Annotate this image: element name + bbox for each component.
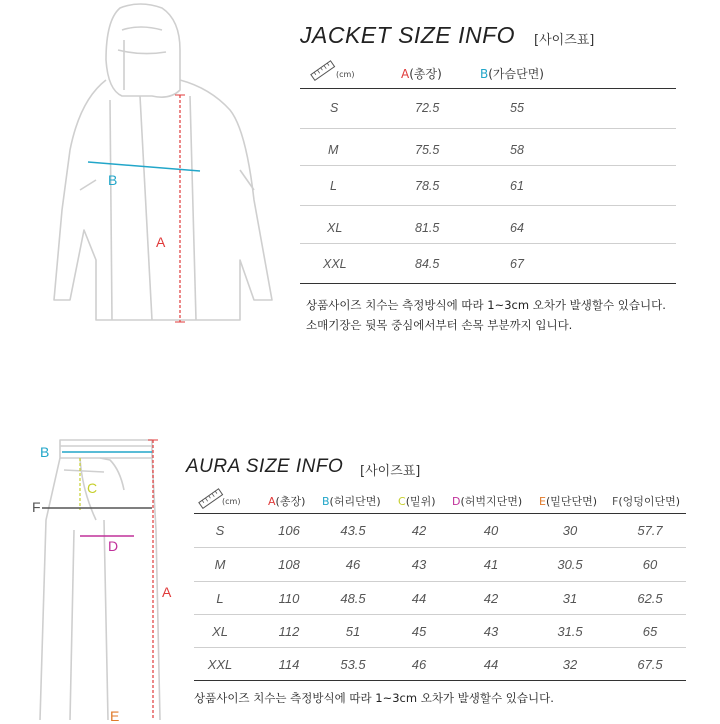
jacket-value-b: 58	[510, 143, 524, 157]
aura-note-tolerance: 상품사이즈 치수는 측정방식에 따라 1~3cm 오차가 발생할수 있습니다.	[194, 691, 554, 705]
aura-value-b: 51	[345, 624, 361, 639]
aura-header-b-label: (허리단면)	[329, 495, 381, 508]
jacket-header-a	[401, 65, 442, 82]
pants-label-f: F	[32, 499, 41, 515]
jacket-unit: (cm)	[336, 70, 355, 79]
aura-table-bottom-rule	[194, 680, 686, 681]
aura-header-e-letter: E	[539, 495, 546, 508]
jacket-size: L	[330, 179, 337, 193]
aura-value-e: 30.5	[557, 557, 583, 572]
aura-value-d: 44	[483, 657, 499, 672]
aura-value-a: 108	[278, 557, 300, 572]
aura-value-d: 41	[483, 557, 499, 572]
jacket-value-a: 84.5	[415, 257, 440, 271]
aura-value-e: 31	[562, 591, 578, 606]
jacket-subtitle: [사이즈표]	[534, 33, 595, 48]
aura-size: XXL	[207, 657, 233, 672]
aura-value-a: 106	[278, 523, 300, 538]
aura-header-f-label: (엉덩이단면)	[618, 495, 681, 508]
jacket-header-a-label: (총장)	[409, 67, 442, 81]
jacket-note-sleeve: 소매기장은 뒷목 중심에서부터 손목 부분까지 입니다.	[306, 318, 573, 332]
jacket-header-b	[480, 65, 544, 82]
aura-row-divider	[194, 647, 686, 648]
aura-value-c: 43	[411, 557, 427, 572]
aura-value-f: 65	[642, 624, 658, 639]
aura-header-f	[612, 493, 680, 509]
jacket-row-divider	[300, 165, 676, 166]
jacket-size: XL	[327, 221, 343, 235]
jacket-value-b: 55	[510, 101, 524, 115]
jacket-value-a: 72.5	[415, 101, 440, 115]
aura-table-top-rule	[194, 513, 686, 514]
pants-diagram	[0, 430, 185, 720]
pants-label-d: D	[108, 538, 119, 554]
aura-size: M	[214, 557, 226, 572]
aura-value-e: 30	[562, 523, 578, 538]
aura-header-e	[539, 493, 597, 509]
pants-label-a: A	[162, 584, 172, 600]
jacket-label-b: B	[108, 172, 118, 188]
pants-label-e: E	[110, 708, 120, 724]
aura-value-b: 46	[345, 557, 361, 572]
jacket-header-b-letter: B	[480, 67, 489, 81]
aura-header-f-letter: F	[612, 495, 619, 508]
pants-label-b: B	[40, 444, 50, 460]
aura-value-b: 43.5	[340, 523, 366, 538]
aura-value-a: 114	[278, 657, 300, 672]
aura-value-f: 62.5	[637, 591, 663, 606]
jacket-table-bottom-rule	[300, 283, 676, 284]
aura-row-divider	[194, 547, 686, 548]
jacket-header-b-label: (가슴단면)	[488, 67, 544, 81]
aura-header-c	[398, 493, 436, 509]
aura-value-d: 40	[483, 523, 499, 538]
aura-value-c: 44	[411, 591, 427, 606]
aura-size: S	[215, 523, 225, 538]
aura-header-d	[452, 493, 522, 509]
aura-unit: (cm)	[222, 497, 241, 506]
aura-value-f: 57.7	[637, 523, 663, 538]
aura-subtitle: [사이즈표]	[360, 464, 421, 479]
jacket-table-top-rule	[300, 88, 676, 89]
jacket-title: JACKET SIZE INFO	[300, 22, 516, 48]
aura-value-c: 46	[411, 657, 427, 672]
aura-value-a: 110	[278, 591, 300, 606]
aura-row-divider	[194, 581, 686, 582]
aura-header-b	[322, 493, 381, 509]
jacket-size: S	[330, 101, 339, 115]
aura-value-d: 43	[483, 624, 499, 639]
jacket-value-b: 61	[510, 179, 524, 193]
aura-value-e: 31.5	[557, 624, 583, 639]
aura-size: XL	[212, 624, 228, 639]
jacket-label-a: A	[156, 234, 166, 250]
aura-value-d: 42	[483, 591, 499, 606]
aura-size: L	[216, 591, 224, 606]
jacket-header-a-letter: A	[401, 67, 410, 81]
aura-value-f: 67.5	[637, 657, 663, 672]
aura-value-c: 42	[411, 523, 427, 538]
jacket-value-a: 75.5	[415, 143, 440, 157]
aura-header-d-label: (허벅지단면)	[460, 495, 523, 508]
ruler-icon	[198, 488, 224, 510]
aura-header-c-label: (밑위)	[405, 495, 436, 508]
jacket-row-divider	[300, 128, 676, 129]
jacket-note-tolerance: 상품사이즈 치수는 측정방식에 따라 1~3cm 오차가 발생할수 있습니다.	[306, 298, 666, 312]
aura-value-a: 112	[278, 624, 300, 639]
pants-label-c: C	[87, 480, 98, 496]
aura-value-b: 53.5	[340, 657, 366, 672]
aura-value-b: 48.5	[340, 591, 366, 606]
aura-value-e: 32	[562, 657, 578, 672]
aura-header-c-letter: C	[398, 495, 406, 508]
aura-title: AURA SIZE INFO	[186, 456, 344, 477]
jacket-size: M	[328, 143, 339, 157]
aura-value-f: 60	[642, 557, 658, 572]
aura-header-d-letter: D	[452, 495, 461, 508]
jacket-diagram	[40, 0, 280, 340]
aura-header-a-letter: A	[268, 495, 276, 508]
jacket-value-a: 78.5	[415, 179, 440, 193]
aura-header-e-label: (밑단단면)	[545, 495, 598, 508]
aura-header-b-letter: B	[322, 495, 330, 508]
aura-value-c: 45	[411, 624, 427, 639]
ruler-icon	[310, 60, 336, 82]
aura-row-divider	[194, 614, 686, 615]
aura-header-a	[268, 493, 305, 509]
aura-header-a-label: (총장)	[275, 495, 306, 508]
jacket-size: XXL	[323, 257, 347, 271]
jacket-value-a: 81.5	[415, 221, 440, 235]
jacket-row-divider	[300, 243, 676, 244]
jacket-row-divider	[300, 205, 676, 206]
jacket-value-b: 64	[510, 221, 524, 235]
jacket-value-b: 67	[510, 257, 524, 271]
